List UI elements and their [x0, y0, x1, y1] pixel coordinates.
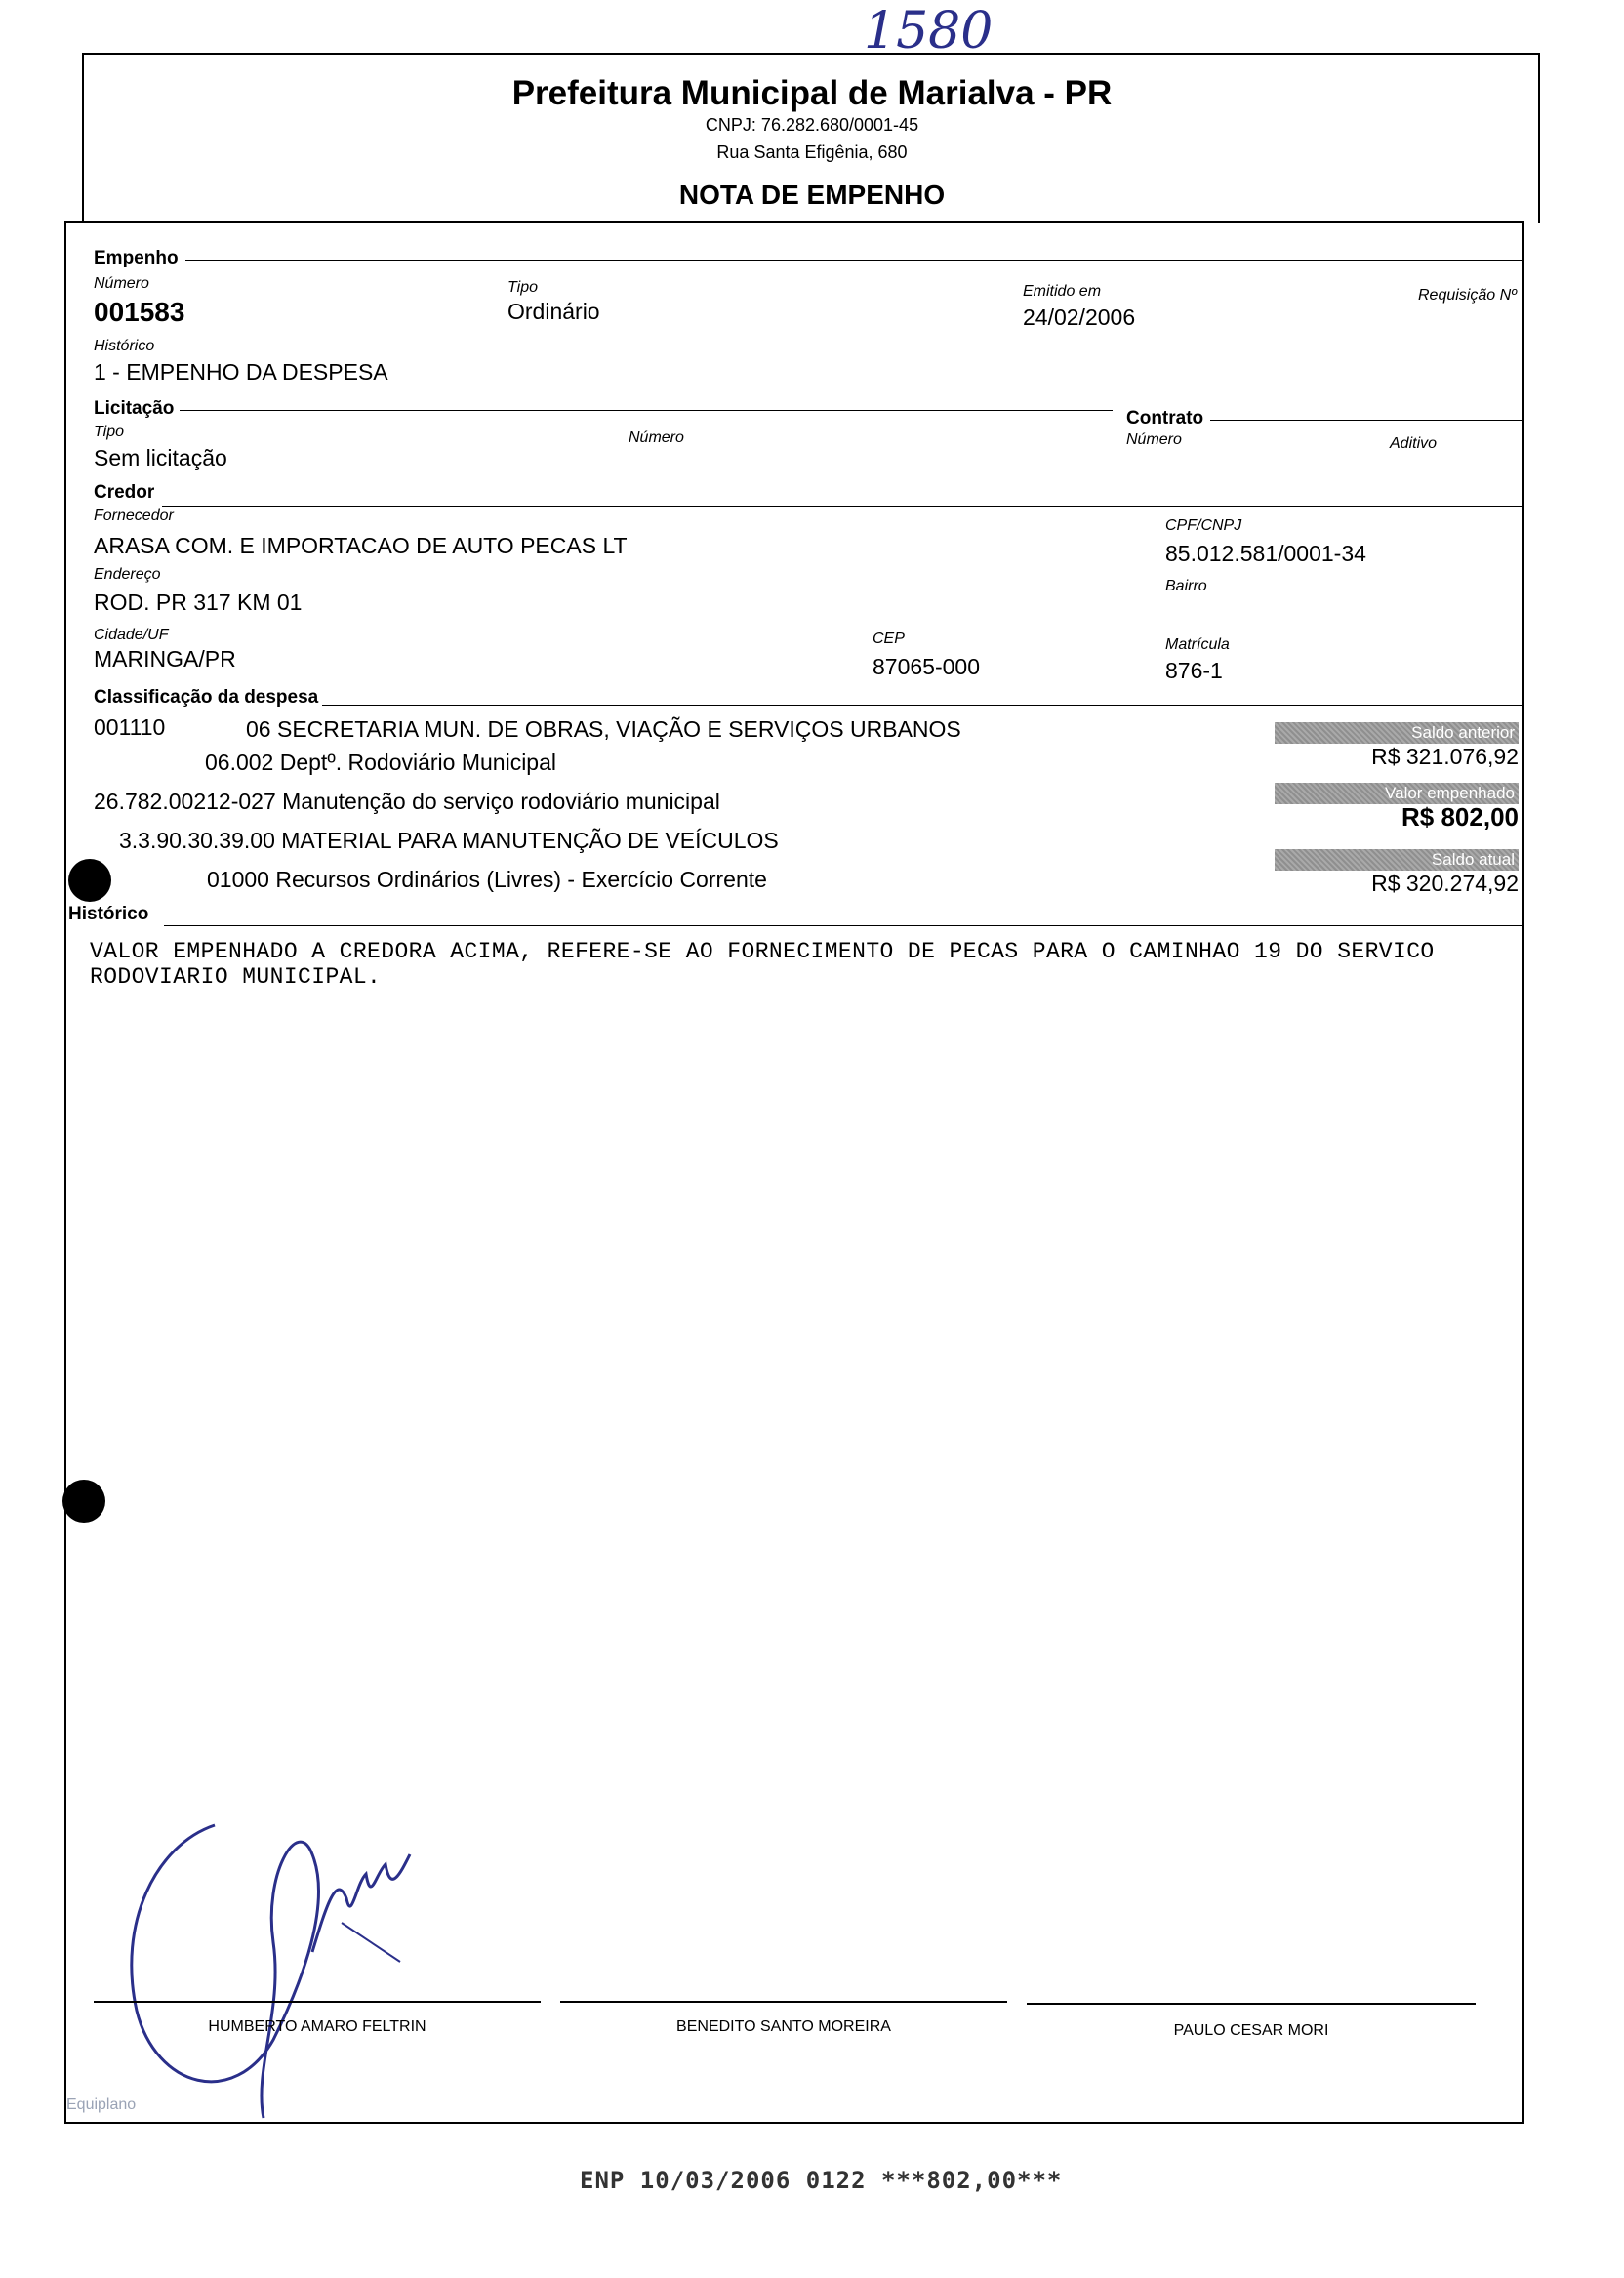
handwritten-page-number: 1580 [864, 2, 994, 61]
classificacao-line-1: 06 SECRETARIA MUN. DE OBRAS, VIAÇÃO E SERVIÇOS URBANOS [246, 716, 961, 742]
municipality-title: Prefeitura Municipal de Marialva - PR [511, 74, 1113, 112]
cpf-cnpj-label: CPF/CNPJ [1165, 517, 1242, 534]
emitido-label: Emitido em [1023, 283, 1102, 300]
empenho-rule [185, 260, 1522, 261]
empenho-historico: 1 - EMPENHO DA DESPESA [94, 359, 388, 385]
emitido-date: 24/02/2006 [1023, 305, 1136, 330]
bairro-label: Bairro [1165, 578, 1207, 594]
empenho-historico-label: Histórico [94, 338, 155, 354]
empenho-tipo: Ordinário [508, 299, 600, 324]
signature-line-1 [94, 2001, 541, 2003]
endereco: ROD. PR 317 KM 01 [94, 590, 303, 615]
empenho-tipo-label: Tipo [508, 279, 538, 296]
historico-line-1: VALOR EMPENHADO A CREDORA ACIMA, REFERE-SE AO FORNECIMENTO DE PECAS PARA O CAMINHAO 19 DO SERVICO [90, 939, 1435, 964]
licitacao-tipo: Sem licitação [94, 445, 227, 470]
empenho-numero-label: Número [94, 275, 149, 292]
cpf-cnpj: 85.012.581/0001-34 [1165, 541, 1366, 566]
credor-rule [162, 506, 1522, 507]
licitacao-tipo-label: Tipo [94, 424, 124, 440]
matricula-label: Matrícula [1165, 636, 1230, 653]
punch-hole-top [68, 859, 111, 902]
signature-scribble [117, 1815, 439, 2128]
credor-section-label: Credor [94, 482, 155, 503]
valor-empenhado-bar: Valor empenhado [1275, 783, 1519, 804]
classificacao-code: 001110 [94, 714, 166, 740]
licitacao-section-label: Licitação [94, 398, 175, 419]
address-line: Rua Santa Efigênia, 680 [716, 142, 908, 162]
document-title: NOTA DE EMPENHO [678, 180, 946, 210]
cnpj-line: CNPJ: 76.282.680/0001-45 [705, 115, 919, 135]
classificacao-rule [322, 705, 1522, 706]
saldo-anterior-bar: Saldo anterior [1275, 722, 1519, 744]
matricula: 876-1 [1165, 658, 1223, 683]
cidade: MARINGA/PR [94, 646, 236, 671]
historico-line-2: RODOVIARIO MUNICIPAL. [90, 964, 382, 990]
footer-brand: Equiplano [66, 2096, 137, 2113]
classificacao-line-4: 3.3.90.30.39.00 MATERIAL PARA MANUTENÇÃO DE VEÍCULOS [119, 828, 779, 853]
cep-label: CEP [873, 631, 905, 647]
empenho-numero: 001583 [94, 297, 185, 327]
saldo-anterior-value: R$ 321.076,92 [1371, 744, 1519, 769]
cep: 87065-000 [873, 654, 980, 679]
saldo-atual-value: R$ 320.274,92 [1371, 871, 1519, 896]
contrato-section-label: Contrato [1126, 408, 1204, 428]
signatory-1: HUMBERTO AMARO FELTRIN [208, 2018, 426, 2035]
signatory-3: PAULO CESAR MORI [1173, 2022, 1329, 2039]
endereco-label: Endereço [94, 566, 161, 583]
punch-hole-bottom [62, 1480, 105, 1523]
contrato-rule [1210, 420, 1522, 421]
signature-line-3 [1027, 2003, 1476, 2005]
valor-empenhado-value: R$ 802,00 [1401, 802, 1519, 832]
signature-line-2 [560, 2001, 1007, 2003]
historico-section-label: Histórico [68, 904, 149, 924]
fornecedor-name: ARASA COM. E IMPORTACAO DE AUTO PECAS LT [94, 533, 628, 558]
classificacao-line-3: 26.782.00212-027 Manutenção do serviço rodoviário municipal [94, 789, 720, 814]
licitacao-rule [180, 410, 1113, 411]
licitacao-numero-label: Número [629, 429, 684, 446]
classificacao-line-5: 01000 Recursos Ordinários (Livres) - Exercício Corrente [207, 867, 767, 892]
classificacao-line-2: 06.002 Deptº. Rodoviário Municipal [205, 750, 556, 775]
classificacao-section-label: Classificação da despesa [94, 687, 319, 708]
signatory-2: BENEDITO SANTO MOREIRA [676, 2018, 891, 2035]
contrato-aditivo-label: Aditivo [1390, 435, 1438, 452]
contrato-numero-label: Número [1126, 431, 1182, 448]
fornecedor-label: Fornecedor [94, 508, 174, 524]
requisicao-label: Requisição Nº [1418, 287, 1517, 304]
bank-stamp: ENP 10/03/2006 0122 ***802,00*** [580, 2167, 1063, 2194]
saldo-atual-bar: Saldo atual [1275, 849, 1519, 871]
empenho-section-label: Empenho [94, 248, 179, 268]
cidade-label: Cidade/UF [94, 627, 169, 643]
historico-rule [164, 925, 1522, 926]
